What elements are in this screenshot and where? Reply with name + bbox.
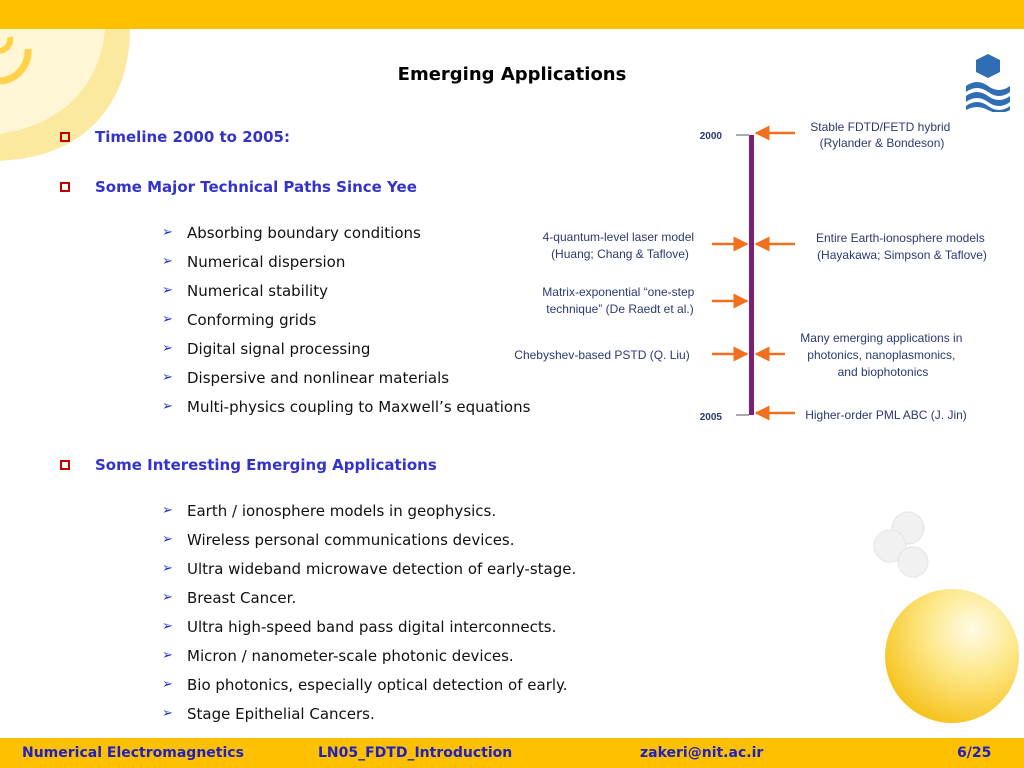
- technical-paths-list: [162, 218, 530, 421]
- square-bullet-icon: [60, 460, 70, 470]
- list-item: ➢ Stage Epithelial Cancers.: [162, 704, 375, 723]
- arrow-bullet-icon: ➢: [162, 312, 173, 327]
- section-timeline: Timeline 2000 to 2005:: [60, 128, 290, 146]
- applications-list: [162, 496, 576, 728]
- arrow-bullet-icon: ➢: [162, 225, 173, 240]
- decorative-bubbles: [868, 508, 938, 583]
- arrow-bullet-icon: ➢: [162, 254, 173, 269]
- square-bullet-icon: [60, 132, 70, 142]
- page-number: 6/25: [957, 745, 992, 761]
- timeline-label-right-4: Higher-order PML ABC (J. Jin): [805, 408, 967, 422]
- list-item: ➢ Micron / nanometer-scale photonic devices.: [162, 646, 514, 665]
- timeline-bar: [749, 135, 754, 415]
- arrow-bullet-icon: ➢: [162, 677, 173, 692]
- arrow-bullet-icon: ➢: [162, 399, 173, 414]
- year-start: 2000: [699, 131, 722, 142]
- list-item: ➢ Multi-physics coupling to Maxwell’s equations: [162, 397, 531, 416]
- year-end: 2005: [699, 412, 722, 423]
- footer-lecture: LN05_FDTD_Introduction: [318, 745, 513, 761]
- arrow-bullet-icon: ➢: [162, 590, 173, 605]
- footer-course: Numerical Electromagnetics: [22, 745, 244, 761]
- list-item: ➢ Numerical stability: [162, 281, 328, 300]
- arrow-bullet-icon: ➢: [162, 503, 173, 518]
- list-item: ➢ Earth / ionosphere models in geophysics.: [162, 501, 497, 520]
- timeline-label-left-2: Matrix-exponential “one-step technique” (De Raedt et al.): [542, 285, 695, 316]
- list-item: ➢ Ultra high-speed band pass digital interconnects.: [162, 617, 557, 636]
- top-banner: [0, 0, 1024, 29]
- timeline-label-left-3: Chebyshev-based PSTD (Q. Liu): [514, 348, 690, 362]
- timeline-diagram: [490, 115, 1020, 435]
- section-technical-paths: Some Major Technical Paths Since Yee: [60, 178, 417, 196]
- arrow-bullet-icon: ➢: [162, 370, 173, 385]
- arrow-bullet-icon: ➢: [162, 341, 173, 356]
- arrow-bullet-icon: ➢: [162, 706, 173, 721]
- list-item: ➢ Dispersive and nonlinear materials: [162, 368, 450, 387]
- arrow-bullet-icon: ➢: [162, 561, 173, 576]
- timeline-label-right-2: Entire Earth-ionosphere models (Hayakawa; Simpson & Taflove): [815, 231, 987, 262]
- footer-email: zakeri@nit.ac.ir: [640, 745, 764, 761]
- section-applications: Some Interesting Emerging Applications: [60, 456, 437, 474]
- list-item: ➢ Digital signal processing: [162, 339, 371, 358]
- timeline-label-left-1: 4-quantum-level laser model (Huang; Chang & Taflove): [542, 230, 695, 261]
- square-bullet-icon: [60, 182, 70, 192]
- list-item: ➢ Absorbing boundary conditions: [162, 223, 421, 242]
- timeline-label-right-1: Stable FDTD/FETD hybrid (Rylander & Bondeson): [810, 120, 951, 150]
- arrow-bullet-icon: ➢: [162, 648, 173, 663]
- decorative-sphere: [884, 588, 1024, 728]
- arrow-bullet-icon: ➢: [162, 283, 173, 298]
- list-item: ➢ Breast Cancer.: [162, 588, 297, 607]
- institution-logo: [964, 52, 1012, 112]
- list-item: ➢ Ultra wideband microwave detection of early-stage.: [162, 559, 577, 578]
- arrow-bullet-icon: ➢: [162, 619, 173, 634]
- list-item: ➢ Conforming grids: [162, 310, 317, 329]
- list-item: ➢ Wireless personal communications devices.: [162, 530, 515, 549]
- timeline-label-right-3: Many emerging applications in photonics, nanoplasmonics, and biophotonics: [800, 331, 963, 379]
- list-item: ➢ Numerical dispersion: [162, 252, 346, 271]
- arrow-bullet-icon: ➢: [162, 532, 173, 547]
- page-title: Emerging Applications: [397, 64, 627, 85]
- list-item: ➢ Bio photonics, especially optical detection of early.: [162, 675, 568, 694]
